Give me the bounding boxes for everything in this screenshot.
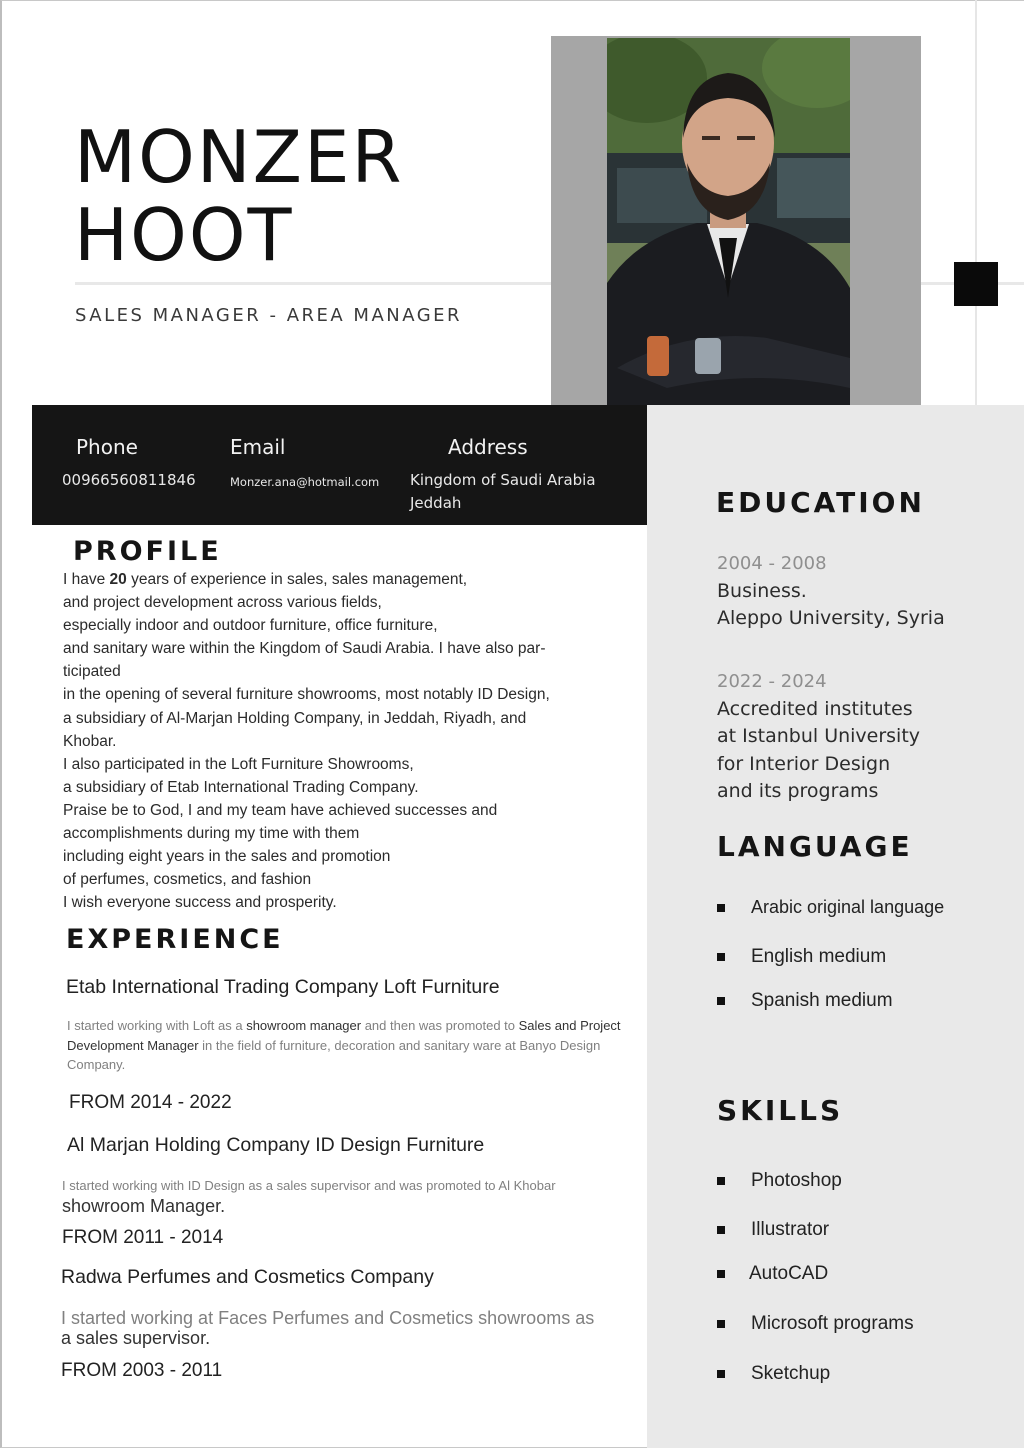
job-desc-part: showroom Manager. <box>62 1195 226 1216</box>
language-item <box>717 946 886 968</box>
skill-label: Photoshop <box>751 1170 842 1191</box>
skills-heading: SKILLS <box>717 1094 844 1127</box>
education-line: for Interior Design <box>717 752 891 775</box>
job-date: FROM 2003 - 2011 <box>61 1360 223 1381</box>
job-desc-part: a sales supervisor. <box>61 1328 211 1348</box>
job-description <box>67 1016 647 1075</box>
language-item <box>717 990 893 1012</box>
profile-years: 20 <box>109 571 127 588</box>
job-title: SALES MANAGER - AREA MANAGER <box>75 305 463 326</box>
skill-label: Microsoft programs <box>751 1313 914 1334</box>
skill-item <box>717 1219 829 1241</box>
job-company: Al Marjan Holding Company ID Design Furniture <box>67 1134 485 1156</box>
profile-text <box>63 568 643 914</box>
bullet-icon <box>717 904 725 912</box>
education-heading: EDUCATION <box>716 486 925 519</box>
bullet-icon <box>717 1320 725 1328</box>
address-line-1: Kingdom of Saudi Arabia <box>410 471 596 489</box>
skill-item <box>717 1363 830 1385</box>
first-name: MONZER <box>74 115 404 199</box>
bullet-icon <box>717 1270 725 1278</box>
profile-heading: PROFILE <box>73 536 222 567</box>
full-name <box>74 115 404 277</box>
education-line: Business. <box>717 580 807 602</box>
education-line: and its programs <box>717 779 879 802</box>
bullet-icon <box>717 1370 725 1378</box>
education-line: at Istanbul University <box>717 725 921 748</box>
experience-heading: EXPERIENCE <box>66 924 284 955</box>
phone-label: Phone <box>76 435 138 459</box>
job-desc-part: in the field of furniture, decoration and sanitary ware at Banyo Design Company. <box>67 1037 601 1072</box>
job-desc-part: I started working at Faces Perfumes and Cosmetics showrooms as <box>61 1308 595 1328</box>
education-years: 2004 - 2008 <box>717 553 827 574</box>
job-company: Radwa Perfumes and Cosmetics Company <box>61 1266 434 1288</box>
name-divider-line <box>75 282 551 285</box>
profile-text-rest: years of experience in sales, sales management, and project development across various fields, especially indoor and outdoor furniture, office furniture, and sanitary ware within the Kingdom of Saudi Arabia. I have also par- ticipated in the opening of several furniture showrooms, most notably ID Design, a subsidiary of Al-Marjan Holding Company, in Jeddah, Riyadh, and Khobar. I also participated in the Loft Furniture Showrooms, a subsidiary of Etab International Trading Company. Praise be to God, I and my team have achieved successes and accomplishments during my time with them including eight years in the sales and promotion of perfumes, cosmetics, and fashion I wish everyone success and prosperity. <box>63 571 550 912</box>
last-name: HOOT <box>74 193 294 277</box>
sidebar-panel <box>647 405 1024 1448</box>
skill-label: Illustrator <box>751 1219 830 1240</box>
education-years: 2022 - 2024 <box>717 671 827 692</box>
education-line: Aleppo University, Syria <box>717 607 945 630</box>
job-date: FROM 2014 - 2022 <box>69 1092 232 1113</box>
job-desc-part: showroom manager <box>246 1018 362 1033</box>
language-label: English medium <box>751 946 887 967</box>
language-heading: LANGUAGE <box>717 830 913 863</box>
language-item <box>717 897 944 918</box>
job-desc-part: I started working with ID Design as a sales supervisor and was promoted to Al Khobar <box>62 1178 556 1193</box>
education-details <box>717 696 920 805</box>
bullet-icon <box>717 953 725 961</box>
bullet-icon <box>717 1226 725 1234</box>
profile-photo <box>607 38 850 406</box>
language-label: Arabic original language <box>751 897 945 917</box>
skill-item <box>717 1170 842 1192</box>
decorative-square <box>954 262 998 306</box>
address-label: Address <box>448 435 528 459</box>
contact-bar <box>32 405 647 525</box>
education-line: Accredited institutes <box>717 698 913 720</box>
address-line-2: Jeddah <box>410 494 462 512</box>
email-label: Email <box>230 435 286 459</box>
portrait-illustration <box>607 38 850 406</box>
skill-item <box>717 1313 914 1335</box>
skill-label: Sketchup <box>751 1363 831 1384</box>
education-details <box>717 578 945 633</box>
profile-text-start: I have <box>63 571 110 588</box>
job-company: Etab International Trading Company Loft Furniture <box>66 976 500 998</box>
phone-value: 00966560811846 <box>62 471 196 489</box>
skill-item <box>717 1263 828 1285</box>
job-description <box>61 1308 641 1348</box>
skill-label: AutoCAD <box>749 1263 829 1284</box>
job-desc-part: I started working with Loft as a <box>67 1018 247 1033</box>
job-description <box>62 1176 642 1216</box>
job-desc-part: Sales and Project Development Manager <box>67 1018 621 1053</box>
email-value[interactable]: Monzer.ana@hotmail.com <box>230 475 380 489</box>
job-desc-part: and then was promoted to <box>361 1018 519 1033</box>
bullet-icon <box>717 997 725 1005</box>
decorative-line <box>975 0 977 405</box>
job-date: FROM 2011 - 2014 <box>62 1227 224 1248</box>
bullet-icon <box>717 1177 725 1185</box>
address-value <box>410 469 596 515</box>
language-label: Spanish medium <box>751 990 893 1011</box>
